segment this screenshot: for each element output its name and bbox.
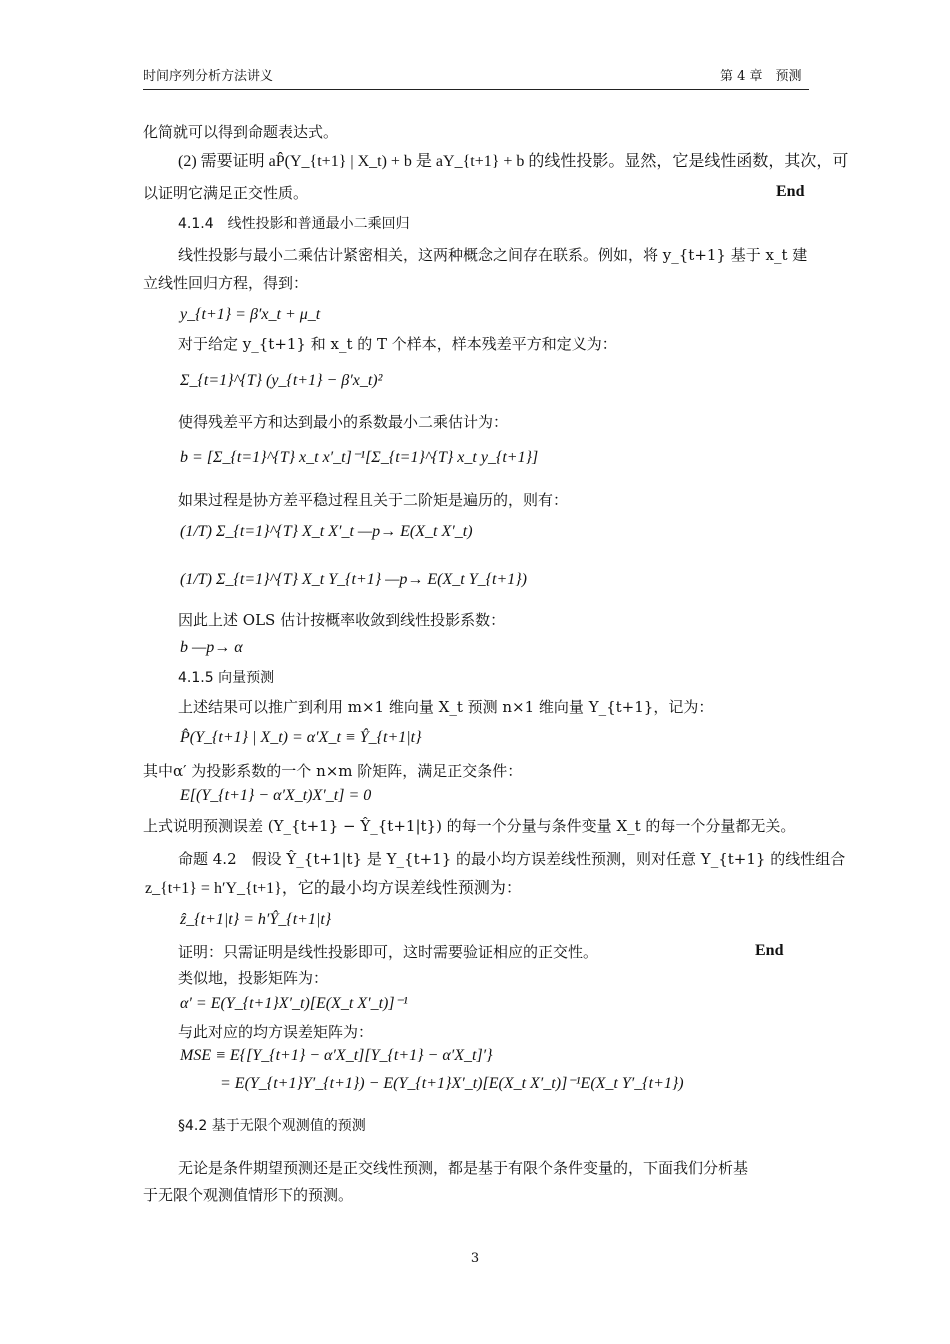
equation: b —p→ α [180,639,243,656]
header-rule [143,89,809,90]
body-line: 立线性回归方程，得到： [143,274,309,292]
equation: = E(Y_{t+1}Y′_{t+1}) − E(Y_{t+1}X′_t)[E(X_t X′_t)]⁻¹E(X_t Y′_{t+1}) [220,1075,684,1092]
page-number: 3 [470,1251,480,1266]
equation: MSE ≡ E{[Y_{t+1} − α′X_t][Y_{t+1} − α′X_t]′} [180,1047,493,1064]
body-line: 因此上述 OLS 估计按概率收敛到线性投影系数： [178,611,506,629]
equation: (1/T) Σ_{t=1}^{T} X_t Y_{t+1} —p→ E(X_t Y_{t+1}) [180,571,527,588]
section-heading: 4.1.5 向量预测 [178,670,275,686]
proposition: 命题 4.2 假设 Ŷ_{t+1|t} 是 Y_{t+1} 的最小均方误差线性预测，则对任意 Y_{t+1} 的线性组合 [178,850,846,868]
body-line: 类似地，投影矩阵为： [178,969,329,987]
equation: α′ = E(Y_{t+1}X′_t)[E(X_t X′_t)]⁻¹ [180,995,408,1012]
body-line: 化简就可以得到命题表达式。 [143,123,339,141]
equation: ẑ_{t+1|t} = h′Ŷ_{t+1|t} [180,911,332,928]
body-line: 于无限个观测值情形下的预测。 [143,1186,354,1204]
body-line: 使得残差平方和达到最小的系数最小二乘估计为： [178,413,509,431]
equation: Σ_{t=1}^{T} (y_{t+1} − β′x_t)² [180,372,383,389]
body-line: 对于给定 y_{t+1} 和 x_t 的 T 个样本，样本残差平方和定义为： [178,335,617,353]
body-line: 线性投影与最小二乘估计紧密相关，这两种概念之间存在联系。例如，将 y_{t+1} 基于 x_t 建 [178,246,808,264]
equation: E[(Y_{t+1} − α′X_t)X′_t] = 0 [180,787,372,804]
body-line: 无论是条件期望预测还是正交线性预测，都是基于有限个条件变量的，下面我们分析基 [178,1159,749,1177]
section-heading: §4.2 基于无限个观测值的预测 [178,1118,366,1134]
body-line: (2) 需要证明 aP̂(Y_{t+1} | X_t) + b 是 aY_{t+1} + b 的线性投影。显然，它是线性函数，其次，可 [178,153,849,170]
equation: (1/T) Σ_{t=1}^{T} X_t X′_t —p→ E(X_t X′_t) [180,523,473,540]
equation: b = [Σ_{t=1}^{T} x_t x′_t]⁻¹[Σ_{t=1}^{T} x_t y_{t+1}] [180,449,539,466]
body-line: 上式说明预测误差 (Y_{t+1} − Ŷ_{t+1|t}) 的每一个分量与条件变量 X_t 的每一个分量都无关。 [143,817,796,835]
proof-line: 证明：只需证明是线性投影即可，这时需要验证相应的正交性。 [178,943,599,961]
body-line: 与此对应的均方误差矩阵为： [178,1023,374,1041]
equation: y_{t+1} = β′x_t + μ_t [180,306,321,323]
end-mark: End [755,942,784,959]
body-line: 如果过程是协方差平稳过程且关于二阶矩是遍历的，则有： [178,491,569,509]
running-header-title: 时间序列分析方法讲义 [143,69,274,84]
body-line: 上述结果可以推广到利用 m×1 维向量 X_t 预测 n×1 维向量 Y_{t+1}，记为： [178,698,714,716]
body-line: 其中α′ 为投影系数的一个 n×m 阶矩阵，满足正交条件： [143,762,523,780]
running-header-chapter: 第 4 章 预测 [720,69,802,84]
section-heading: 4.1.4 线性投影和普通最小二乘回归 [178,216,410,232]
body-line: z_{t+1} = h′Y_{t+1}，它的最小均方误差线性预测为： [145,880,522,897]
body-line: 以证明它满足正交性质。 [143,184,309,202]
equation: P̂(Y_{t+1} | X_t) = α′X_t ≡ Ŷ_{t+1|t} [180,729,422,746]
end-mark: End [776,183,805,200]
